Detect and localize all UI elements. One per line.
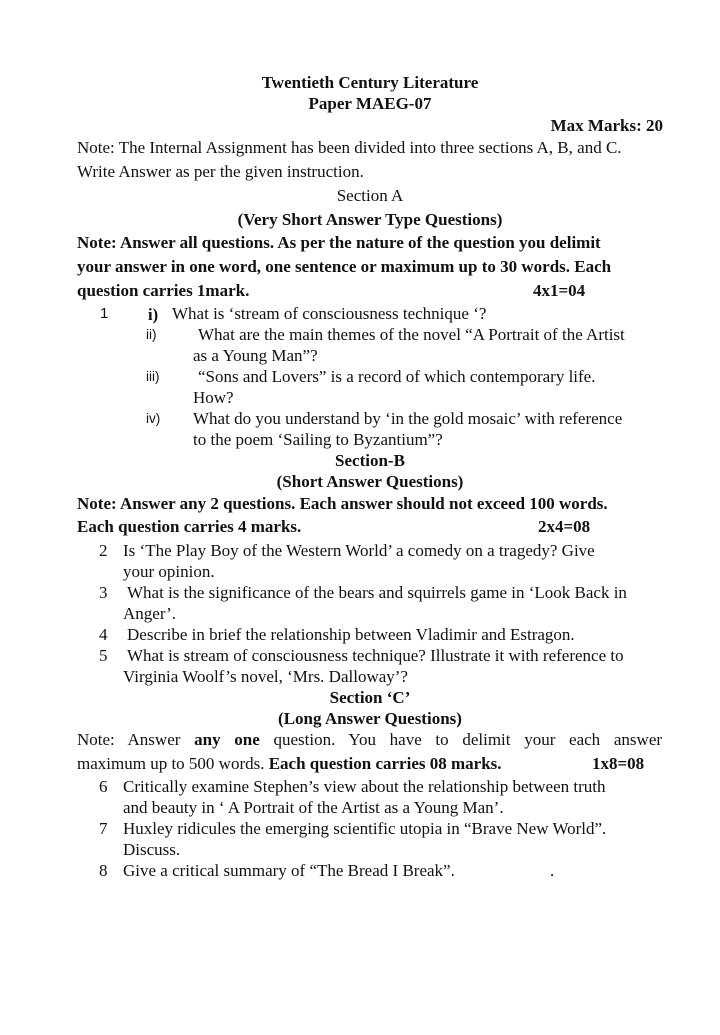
max-marks: Max Marks: 20 (550, 116, 663, 135)
section-c-subtitle: (Long Answer Questions) (278, 709, 462, 728)
note-bold: Each question carries 08 marks. (268, 754, 502, 773)
note-suffix: question. You have to delimit your each answer (273, 730, 663, 749)
intro-note-line-2: Write Answer as per the given instruction. (77, 162, 364, 181)
sub-question-text: What are the main themes of the novel “A Portrait of the Artist (198, 325, 625, 344)
question-number: 3 (99, 583, 108, 602)
question-number-1: 1 (100, 305, 109, 322)
section-a-marks: 4x1=04 (533, 281, 586, 300)
intro-note-line-1: Note: The Internal Assignment has been divided into three sections A, B, and C. (77, 138, 622, 157)
section-c-note-line-2 (77, 754, 502, 774)
question-number: 7 (99, 819, 108, 838)
section-c-title: Section ‘C’ (329, 688, 411, 707)
note-plain: maximum up to 500 words. (77, 754, 265, 773)
sub-question-text-cont: as a Young Man”? (193, 346, 318, 365)
section-c-marks: 1x8=08 (592, 754, 645, 773)
section-a-note-line-3: question carries 1mark. (77, 281, 250, 300)
note-emphasis: any one (194, 730, 260, 749)
paper-code: Paper MAEG-07 (308, 94, 432, 113)
trailing-dot: . (550, 861, 555, 880)
section-a-note-line-2: your answer in one word, one sentence or maximum up to 30 words. Each (77, 257, 612, 276)
sub-question-text: What do you understand by ‘in the gold mosaic’ with reference (193, 409, 623, 428)
section-a-title: Section A (336, 186, 404, 205)
question-text: Huxley ridicules the emerging scientific utopia in “Brave New World”. (123, 819, 607, 838)
question-text: What is the significance of the bears and squirrels game in ‘Look Back in (127, 583, 627, 602)
sub-question-text-cont: How? (193, 388, 234, 407)
sub-question-label: i) (148, 305, 159, 324)
question-text-cont: Virginia Woolf’s novel, ‘Mrs. Dalloway’? (123, 667, 408, 686)
question-number: 6 (99, 777, 108, 796)
section-c-note-line-1 (77, 730, 662, 750)
section-b-marks: 2x4=08 (538, 517, 591, 536)
section-b-subtitle: (Short Answer Questions) (276, 472, 464, 491)
question-text: Is ‘The Play Boy of the Western World’ a comedy on a tragedy? Give (123, 541, 595, 560)
sub-question-text: “Sons and Lovers” is a record of which contemporary life. (198, 367, 596, 386)
question-text-cont: Discuss. (123, 840, 181, 859)
document-title: Twentieth Century Literature (261, 73, 479, 92)
question-text: Critically examine Stephen’s view about the relationship between truth (123, 777, 606, 796)
question-text-cont: and beauty in ‘ A Portrait of the Artist as a Young Man’. (123, 798, 504, 817)
question-number: 5 (99, 646, 108, 665)
section-b-note-line-1: Note: Answer any 2 questions. Each answer should not exceed 100 words. (77, 494, 608, 513)
question-text: Describe in brief the relationship between Vladimir and Estragon. (127, 625, 575, 644)
question-text-cont: your opinion. (123, 562, 215, 581)
question-text-cont: Anger’. (123, 604, 177, 623)
question-number: 4 (99, 625, 108, 644)
section-b-title: Section-B (335, 451, 405, 470)
sub-question-text-cont: to the poem ‘Sailing to Byzantium”? (193, 430, 443, 449)
question-number: 2 (99, 541, 108, 560)
question-number: 8 (99, 861, 108, 880)
section-a-subtitle: (Very Short Answer Type Questions) (237, 210, 503, 229)
note-prefix: Note: Answer (77, 730, 181, 749)
sub-question-label: ii) (146, 327, 157, 342)
sub-question-text: What is ‘stream of consciousness technique ‘? (172, 304, 487, 323)
sub-question-label: iii) (146, 369, 160, 384)
question-text: What is stream of consciousness technique? Illustrate it with reference to (127, 646, 624, 665)
question-text: Give a critical summary of “The Bread I Break”. (123, 861, 455, 880)
sub-question-label: iv) (146, 411, 161, 426)
section-b-note-line-2: Each question carries 4 marks. (77, 517, 302, 536)
section-a-note-line-1: Note: Answer all questions. As per the nature of the question you delimit (77, 233, 601, 252)
